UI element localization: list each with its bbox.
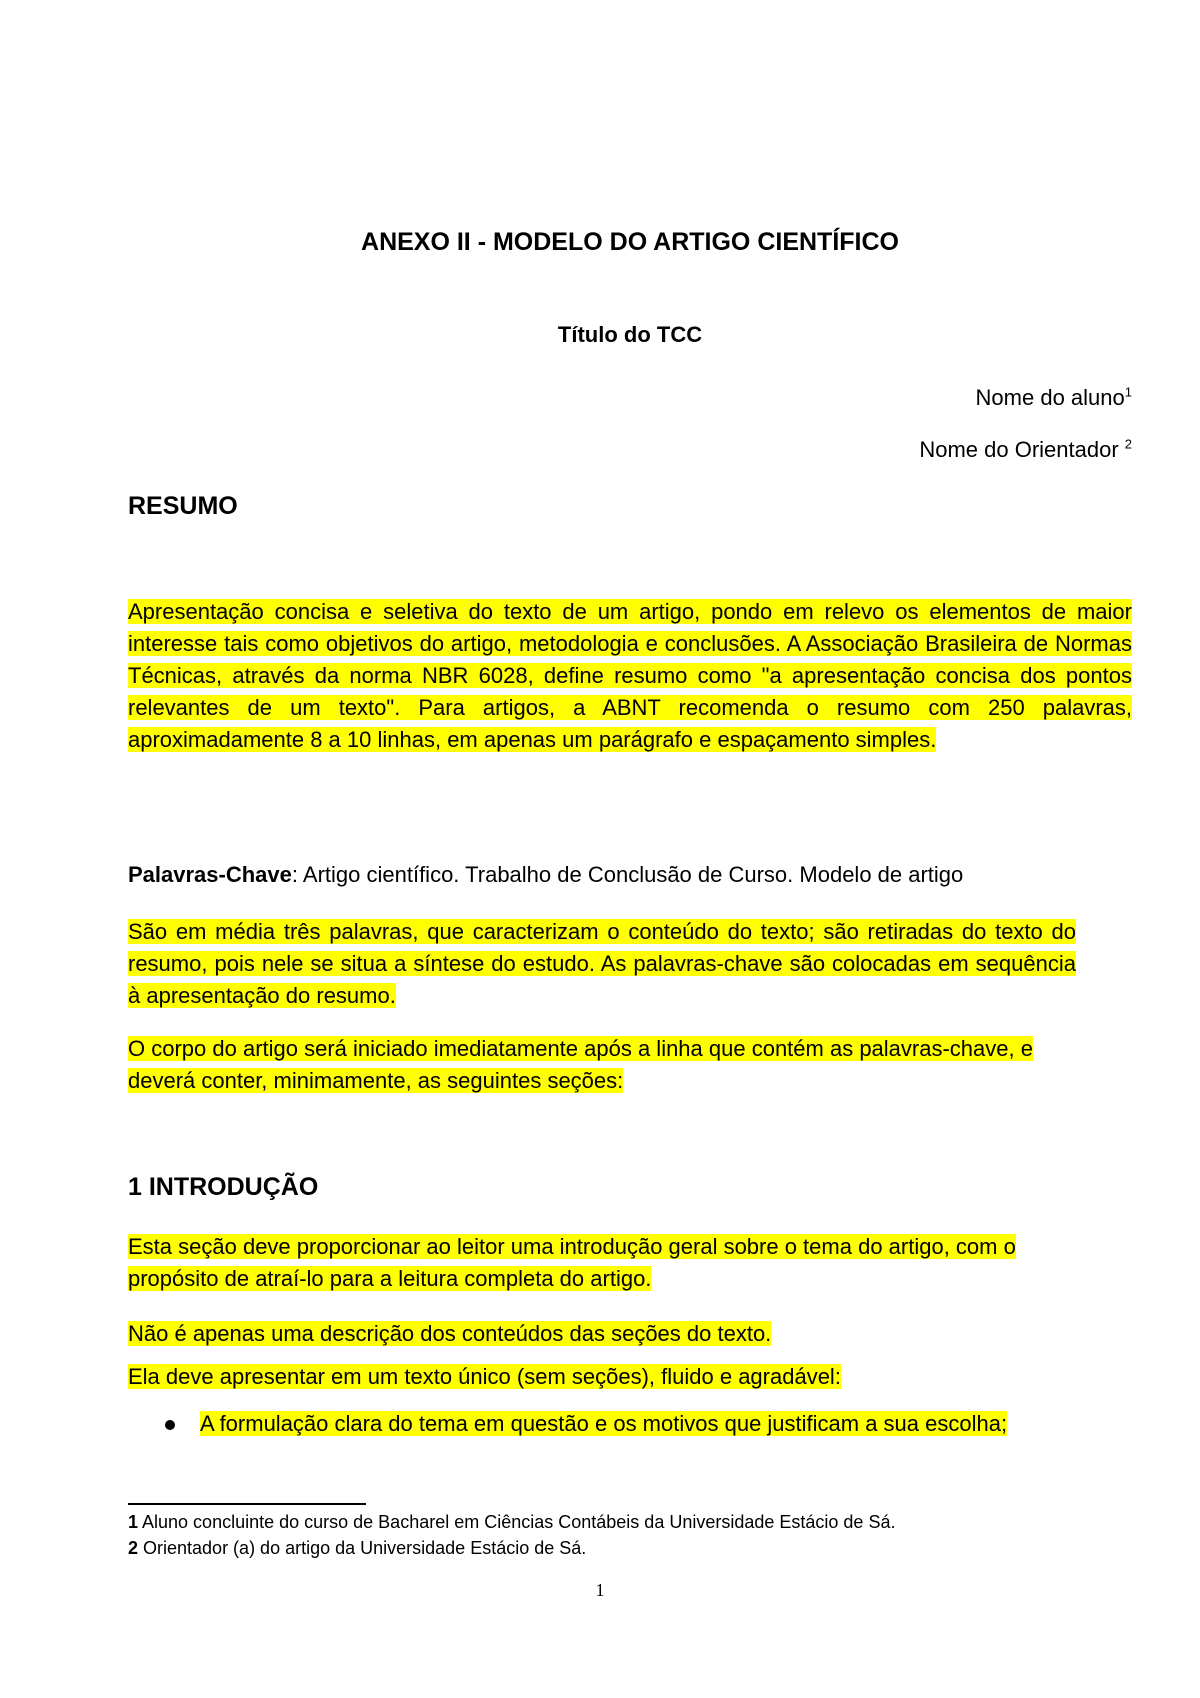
footnote-2 xyxy=(128,1536,1168,1560)
tcc-title: Título do TCC xyxy=(557,322,703,347)
bullet-icon xyxy=(165,1420,175,1430)
list-item xyxy=(128,1403,1076,1444)
intro-paragraph-3 xyxy=(128,1361,1076,1393)
resumo-heading: RESUMO xyxy=(128,492,238,520)
keywords-label: Palavras-Chave xyxy=(128,862,292,887)
intro-paragraph-1 xyxy=(128,1231,1076,1295)
keywords-note-text: São em média três palavras, que caracterizam o conteúdo do texto; são retiradas do texto do resumo, pois nele se situa a síntese do estudo. As palavras-chave são colocadas em sequência à apresentação do resumo. xyxy=(128,919,1076,1008)
footnote-1-number: 1 xyxy=(128,1512,139,1532)
introduction-heading: 1 INTRODUÇÃO xyxy=(128,1173,319,1201)
footnote-1-text: Aluno concluinte do curso de Bacharel em Ciências Contábeis da Universidade Estácio de Sá. xyxy=(138,1512,896,1532)
footnote-1 xyxy=(128,1510,1168,1534)
intro-paragraph-2 xyxy=(128,1318,1076,1350)
keywords-note xyxy=(128,916,1076,1012)
footnote-ref-2: 2 xyxy=(1124,436,1132,452)
footnote-separator xyxy=(128,1503,366,1505)
keywords-line xyxy=(128,862,1132,888)
resumo-paragraph xyxy=(128,596,1132,756)
student-name-text: Nome do aluno xyxy=(975,385,1125,410)
body-note-text: O corpo do artigo será iniciado imediatamente após a linha que contém as palavras-chave, e deverá conter, minimamente, as seguintes seções: xyxy=(128,1036,1033,1093)
intro-paragraph-3-text: Ela deve apresentar em um texto único (sem seções), fluido e agradável: xyxy=(128,1364,841,1389)
footnote-ref-1: 1 xyxy=(1124,384,1132,400)
keywords-value: : Artigo científico. Trabalho de Conclusão de Curso. Modelo de artigo xyxy=(291,862,964,887)
body-note xyxy=(128,1033,1076,1097)
footnote-2-text: Orientador (a) do artigo da Universidade Estácio de Sá. xyxy=(138,1538,587,1558)
advisor-name xyxy=(919,437,1132,463)
footnote-2-number: 2 xyxy=(128,1538,139,1558)
document-title: ANEXO II - MODELO DO ARTIGO CIENTÍFICO xyxy=(361,228,899,256)
resumo-text: Apresentação concisa e seletiva do texto de um artigo, pondo em relevo os elementos de maior interesse tais como objetivos do artigo, metodologia e conclusões. A Associação Brasileira de Normas Técnicas, através da norma NBR 6028, define resumo como "a apresentação concisa dos pontos relevantes de um texto". Para artigos, a ABNT recomenda o resumo com 250 palavras, aproximadamente 8 a 10 linhas, em apenas um parágrafo e espaçamento simples. xyxy=(128,599,1132,752)
intro-paragraph-1-text: Esta seção deve proporcionar ao leitor uma introdução geral sobre o tema do artigo, com o propósito de atraí-lo para a leitura completa do artigo. xyxy=(128,1234,1016,1291)
list-item-text: A formulação clara do tema em questão e os motivos que justificam a sua escolha; xyxy=(200,1411,1008,1436)
advisor-name-text: Nome do Orientador xyxy=(919,437,1125,462)
page-number: 1 xyxy=(595,1580,605,1600)
intro-paragraph-2-text: Não é apenas uma descrição dos conteúdos das seções do texto. xyxy=(128,1321,772,1346)
student-name xyxy=(976,385,1132,411)
